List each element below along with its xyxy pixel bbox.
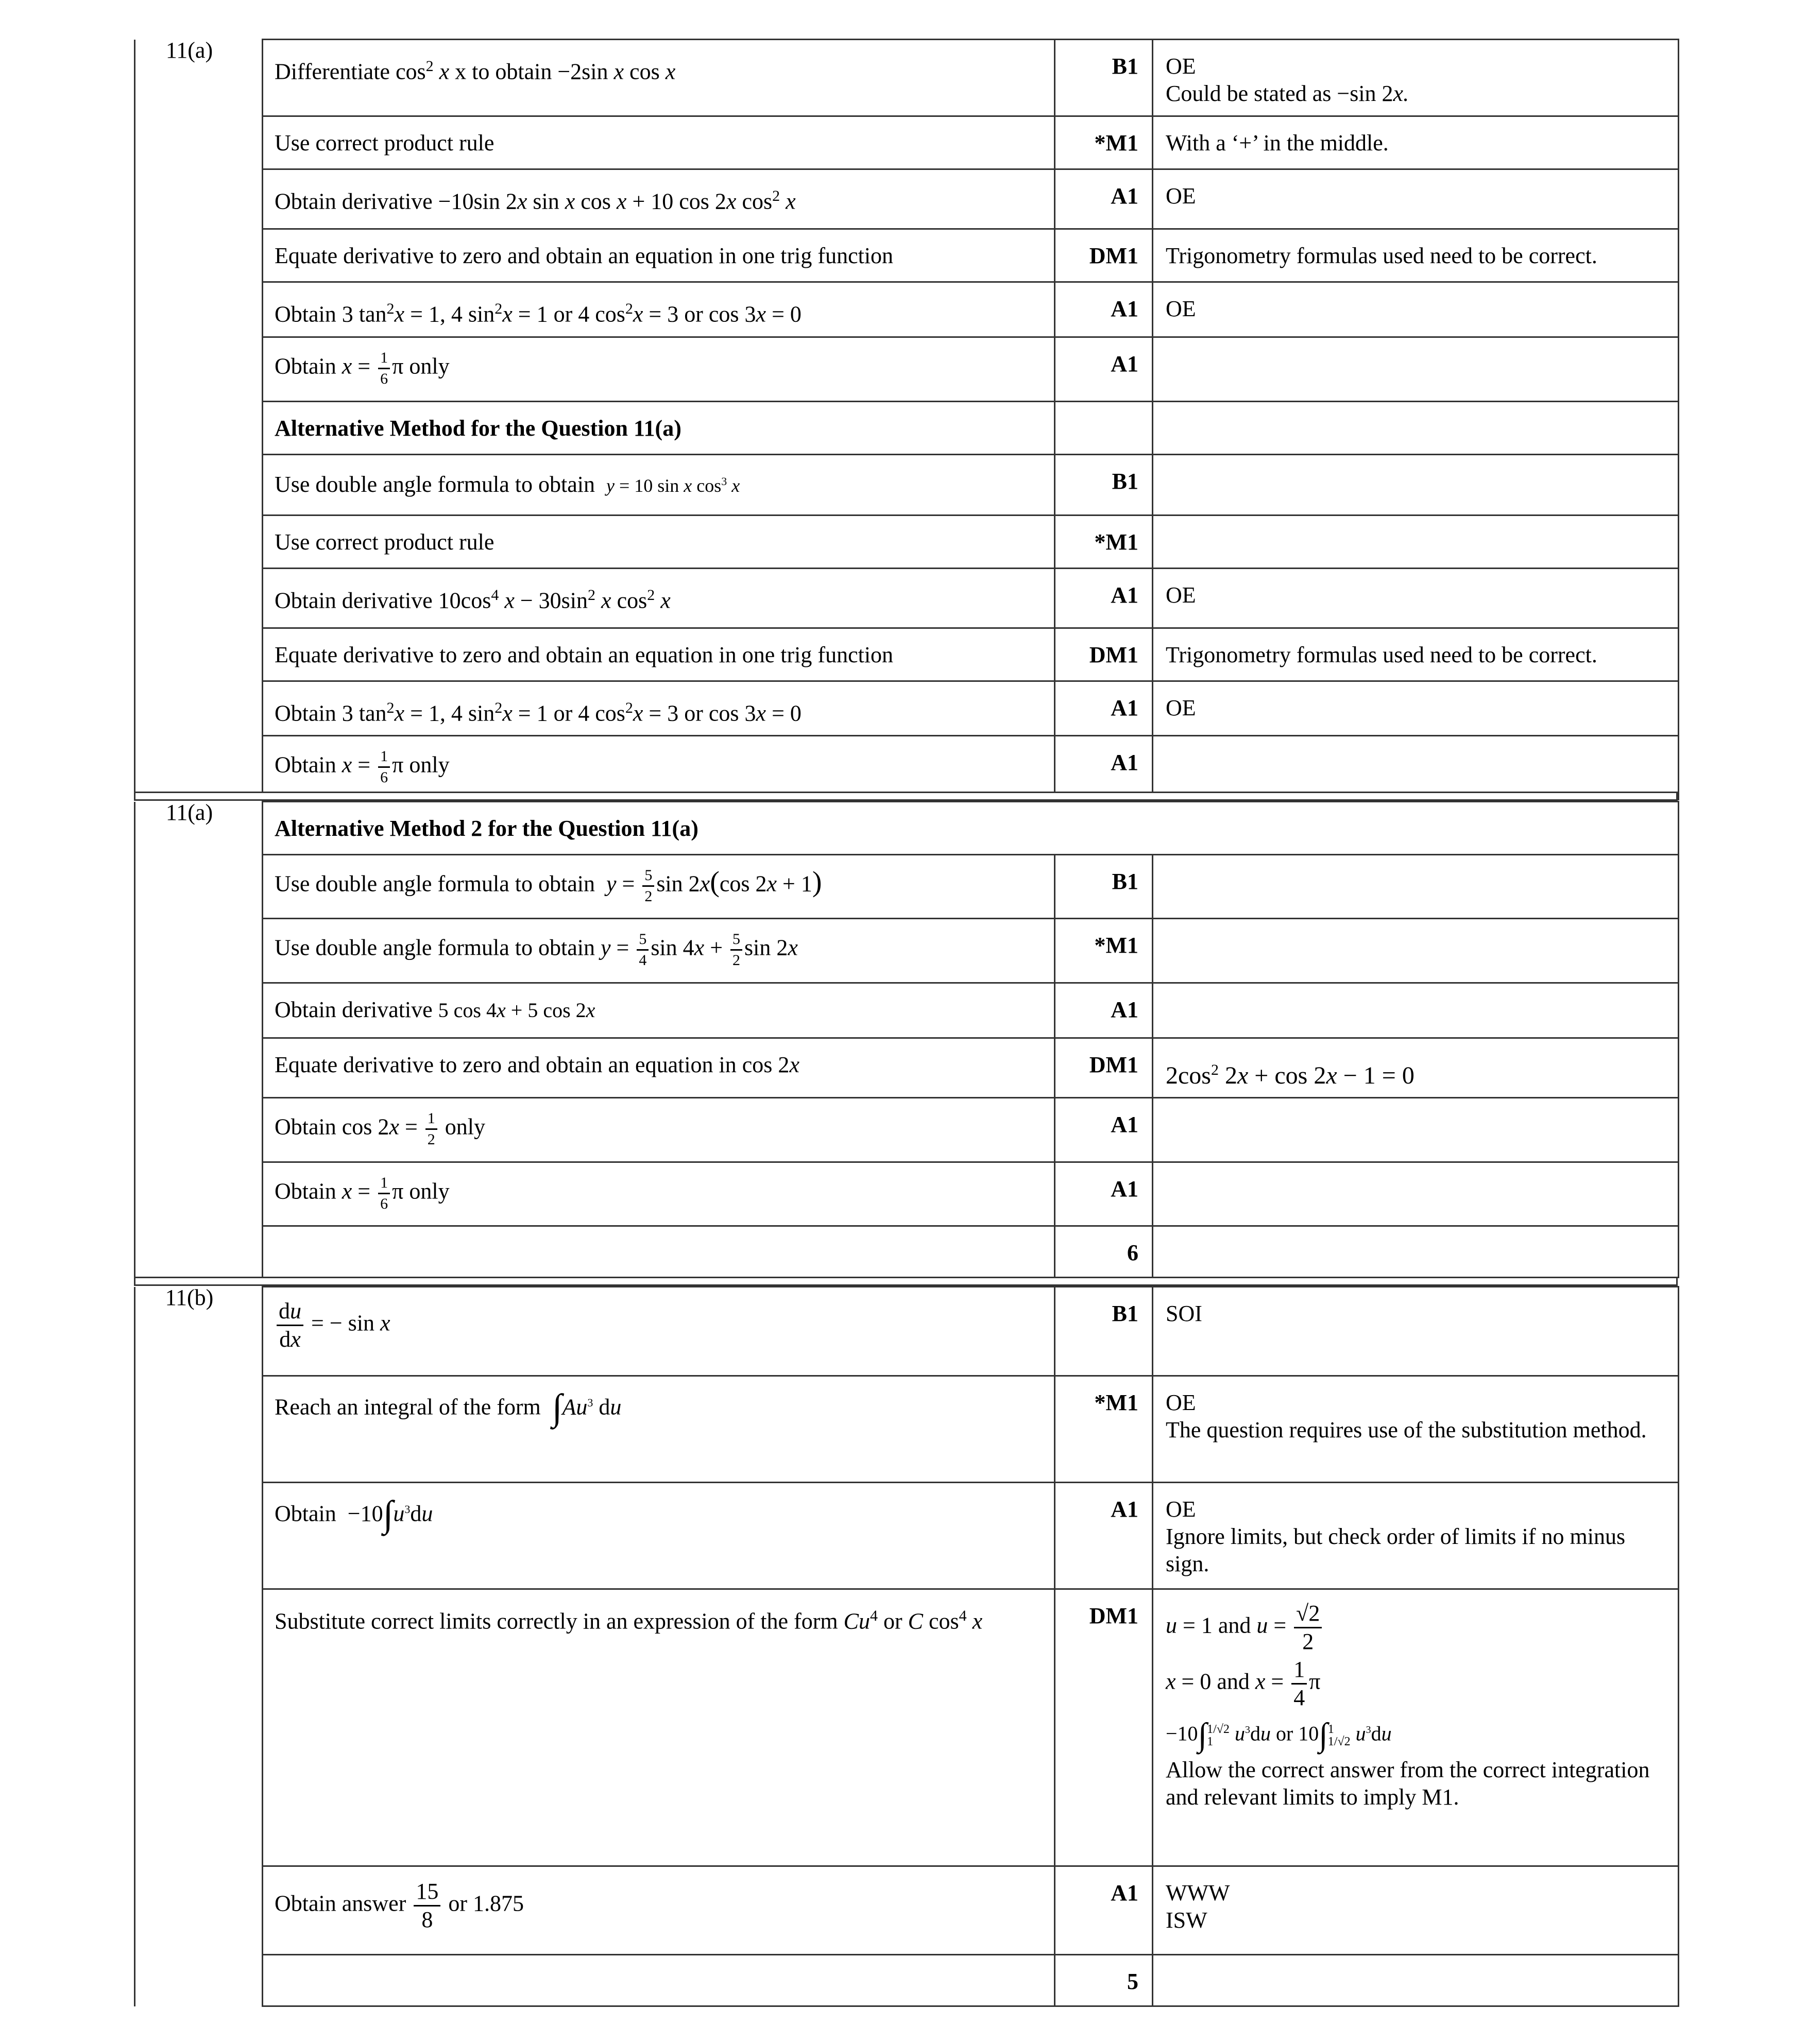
guidance-cell <box>1153 515 1679 568</box>
guidance-text: The question requires use of the substitution method. <box>1166 1417 1647 1442</box>
guidance-cell: OE <box>1153 169 1679 229</box>
guidance-cell: SOI <box>1153 1287 1679 1376</box>
mark: B1 <box>1055 855 1153 919</box>
table-row <box>135 802 1679 855</box>
table-row <box>135 568 1679 628</box>
guidance-cell <box>1153 1376 1679 1483</box>
answer-text: Obtain answer <box>275 1891 406 1916</box>
mark: A1 <box>1055 681 1153 736</box>
mark: A1 <box>1055 568 1153 628</box>
mark: A1 <box>1055 983 1153 1038</box>
question-number-cell <box>135 37 263 800</box>
answer-text: Obtain <box>275 1501 336 1526</box>
answer-cell: Use double angle formula to obtain y = $\frac{5}{2}$ sin 2x(cos 2x + 1) <box>263 855 1055 919</box>
guidance-text: OE <box>1166 54 1196 79</box>
answer-cell: Obtain x = $\frac{1}{6}$ π only <box>263 1162 1055 1226</box>
guidance-cell <box>1153 1226 1679 1278</box>
mark: A1 <box>1055 1483 1153 1589</box>
answer-cell: Obtain x = $\frac{1}{6}$ π only <box>263 337 1055 401</box>
guidance-cell: OE <box>1153 568 1679 628</box>
guidance-cell <box>1153 1483 1679 1589</box>
answer-cell: Reach an integral of the form ∫Au$^3$ du <box>263 1376 1055 1483</box>
guidance-cell: OE <box>1153 282 1679 337</box>
guidance-text: ISW <box>1166 1908 1207 1933</box>
answer-cell: Obtain derivative −10sin 2x sin x cos x + 10 cos 2x $\cos^2 x$ <box>263 169 1055 229</box>
guidance-cell: With a ‘+’ in the middle. <box>1153 116 1679 169</box>
mark: *M1 <box>1055 515 1153 568</box>
guidance-cell: Trigonometry formulas used need to be correct. <box>1153 229 1679 282</box>
answer-text: Reach an integral of the form <box>275 1394 541 1420</box>
table-row <box>135 282 1679 337</box>
answer-text: Substitute correct limits correctly in an expression of the form <box>275 1608 838 1634</box>
guidance-cell: Trigonometry formulas used need to be correct. <box>1153 628 1679 681</box>
answer-cell: Use double angle formula to obtain y = 10 sin x $\cos^3 x$ <box>263 454 1055 515</box>
answer-text: Obtain derivative −10sin 2 <box>275 188 517 214</box>
answer-text: Obtain <box>275 1178 336 1204</box>
mark: DM1 <box>1055 628 1153 681</box>
mark: B1 <box>1055 454 1153 515</box>
table-row <box>135 1483 1679 1589</box>
answer-text: Obtain derivative <box>275 588 433 613</box>
guidance-text: x = 0 and x = $\frac{1}{4}$ π <box>1166 1657 1321 1710</box>
mark: B1 <box>1055 1287 1153 1376</box>
mark: A1 <box>1055 1866 1153 1955</box>
answer-text: x to obtain −2sin <box>449 59 608 84</box>
guidance-cell: $2\cos^2$ 2x + cos 2x − 1 = 0 <box>1153 1038 1679 1098</box>
answer-text: only <box>409 353 450 379</box>
section-heading: Alternative Method 2 for the Question 11(a) <box>263 802 1679 855</box>
answer-cell: Obtain 3 $\tan^2x = 1$, 4 $\sin^2x = 1$ or 4 $\cos^2x = 3$ or cos 3x = 0 <box>263 282 1055 337</box>
question-number-cell <box>135 799 263 1278</box>
answer-text: only <box>445 1114 486 1140</box>
mark: *M1 <box>1055 919 1153 983</box>
table-row <box>135 1098 1679 1162</box>
table-row <box>135 1162 1679 1226</box>
guidance-text: OE <box>1166 1497 1196 1522</box>
mark: DM1 <box>1055 1589 1153 1866</box>
guidance-text: x. <box>1393 81 1409 106</box>
guidance-text: Ignore limits, but check order of limits if no minus sign. <box>1166 1524 1626 1576</box>
mark: DM1 <box>1055 1038 1153 1098</box>
answer-text: Use double angle formula to obtain <box>275 935 595 960</box>
question-number: 11(a) <box>165 799 213 825</box>
answer-text: or 1.875 <box>448 1891 524 1916</box>
mark-scheme-table-11b <box>134 1286 1679 2007</box>
answer-cell <box>263 1226 1055 1278</box>
guidance-cell <box>1153 454 1679 515</box>
guidance-cell <box>1153 1162 1679 1226</box>
mark-scheme-table-11a <box>134 39 1679 800</box>
guidance-cell <box>1153 855 1679 919</box>
answer-cell: Equate derivative to zero and obtain an equation in one trig function <box>263 229 1055 282</box>
guidance-text: −10∫ 1/√2 1 $u^3du$ or 10∫ 1 1/√2 $u^3du$ <box>1166 1716 1392 1753</box>
mark <box>1055 401 1153 454</box>
section-heading: Alternative Method for the Question 11(a) <box>263 401 1055 454</box>
table-row <box>135 116 1679 169</box>
table-row <box>135 1589 1679 1866</box>
guidance-cell: OE <box>1153 681 1679 736</box>
answer-cell: Obtain derivative $10\cos^4$ $x - 30\sin^2$ x $\cos^2 x$ <box>263 568 1055 628</box>
answer-text: Obtain <box>275 752 336 778</box>
table-divider <box>134 792 1678 801</box>
mark: A1 <box>1055 736 1153 800</box>
guidance-text: OE <box>1166 1390 1196 1415</box>
total-mark: 5 <box>1055 1955 1153 2006</box>
table-row <box>135 1038 1679 1098</box>
answer-cell: Obtain 3 $\tan^2x = 1$, 4 $\sin^2x = 1$ or 4 $\cos^2x = 3$ or cos 3x = 0 <box>263 681 1055 736</box>
guidance-cell <box>1153 337 1679 401</box>
table-row <box>135 515 1679 568</box>
table-row <box>135 736 1679 800</box>
table-row <box>135 919 1679 983</box>
guidance-cell <box>1153 1955 1679 2006</box>
question-number: 11(b) <box>165 1284 214 1310</box>
answer-text: Obtain <box>275 301 336 327</box>
guidance-cell <box>1153 736 1679 800</box>
table-row <box>135 983 1679 1038</box>
answer-text: Use double angle formula to obtain <box>275 871 595 897</box>
answer-cell: Use double angle formula to obtain y = $\frac{5}{4}$ sin 4x + $\frac{5}{2}$ sin 2x <box>263 919 1055 983</box>
answer-cell: Equate derivative to zero and obtain an equation in one trig function <box>263 628 1055 681</box>
answer-cell: Differentiate $\cos^2 x$ x to obtain −2sin x cos x <box>263 40 1055 116</box>
answer-text: only <box>409 752 450 778</box>
table-row <box>135 855 1679 919</box>
guidance-text: Could be stated as −sin 2 <box>1166 81 1393 106</box>
table-row <box>135 681 1679 736</box>
guidance-text: WWW <box>1166 1880 1230 1905</box>
answer-text: Equate derivative to zero and obtain an equation in <box>275 1052 737 1077</box>
mark-scheme-table-11a-alt2 <box>134 801 1679 1278</box>
table-row <box>135 169 1679 229</box>
table-row <box>135 1287 1679 1376</box>
guidance-cell <box>1153 401 1679 454</box>
guidance-text: u = 1 and u = $\frac{√2}{2}$ <box>1166 1602 1666 1653</box>
table-row <box>135 1226 1679 1278</box>
table-row <box>135 337 1679 401</box>
answer-text: Differentiate cos <box>275 59 426 84</box>
mark: A1 <box>1055 337 1153 401</box>
guidance-text: Allow the correct answer from the correct integration and relevant limits to imply M1. <box>1166 1757 1650 1810</box>
answer-cell: Obtain $-10\int u^3du$ <box>263 1483 1055 1589</box>
answer-cell: Obtain x = $\frac{1}{6}$ π only <box>263 736 1055 800</box>
table-row <box>135 454 1679 515</box>
answer-text: Use double angle formula to obtain <box>275 471 595 497</box>
guidance-cell <box>1153 1866 1679 1955</box>
answer-text: only <box>409 1178 450 1204</box>
question-number-cell <box>135 1284 263 2006</box>
table-row <box>135 1376 1679 1483</box>
guidance-cell <box>1153 983 1679 1038</box>
mark: DM1 <box>1055 229 1153 282</box>
answer-text: Obtain derivative <box>275 997 433 1022</box>
table-row <box>135 628 1679 681</box>
guidance-text <box>1166 80 1666 107</box>
answer-cell <box>263 1955 1055 2006</box>
table-row <box>135 1866 1679 1955</box>
guidance-cell <box>1153 919 1679 983</box>
question-number: 11(a) <box>165 37 213 63</box>
table-row <box>135 229 1679 282</box>
answer-cell: Equate derivative to zero and obtain an equation in cos 2x <box>263 1038 1055 1098</box>
guidance-cell <box>1153 40 1679 116</box>
mark: A1 <box>1055 282 1153 337</box>
answer-cell: Obtain derivative 5 cos 4x + 5 cos 2x <box>263 983 1055 1038</box>
guidance-cell <box>1153 1589 1679 1866</box>
mark: B1 <box>1055 40 1153 116</box>
table-row <box>135 40 1679 116</box>
table-divider <box>134 1277 1678 1286</box>
mark: A1 <box>1055 1098 1153 1162</box>
mark: *M1 <box>1055 1376 1153 1483</box>
answer-text: Obtain <box>275 1114 336 1140</box>
answer-cell: Use correct product rule <box>263 515 1055 568</box>
answer-cell: Obtain cos 2x = $\frac{1}{2}$ only <box>263 1098 1055 1162</box>
mark: A1 <box>1055 1162 1153 1226</box>
mark: A1 <box>1055 169 1153 229</box>
table-row <box>135 1955 1679 2006</box>
total-mark: 6 <box>1055 1226 1153 1278</box>
answer-text: Obtain <box>275 700 336 726</box>
mark: *M1 <box>1055 116 1153 169</box>
guidance-cell <box>1153 1098 1679 1162</box>
answer-cell: Use correct product rule <box>263 116 1055 169</box>
answer-cell: $\frac{du}{dx}$ = − sin x <box>263 1287 1055 1376</box>
answer-cell: Substitute correct limits correctly in an expression of the form Cu$^4$ or C $\cos^4 x$ <box>263 1589 1055 1866</box>
table-row <box>135 401 1679 454</box>
answer-text: Obtain <box>275 353 336 379</box>
answer-cell: Obtain answer $\frac{15}{8}$ or 1.875 <box>263 1866 1055 1955</box>
